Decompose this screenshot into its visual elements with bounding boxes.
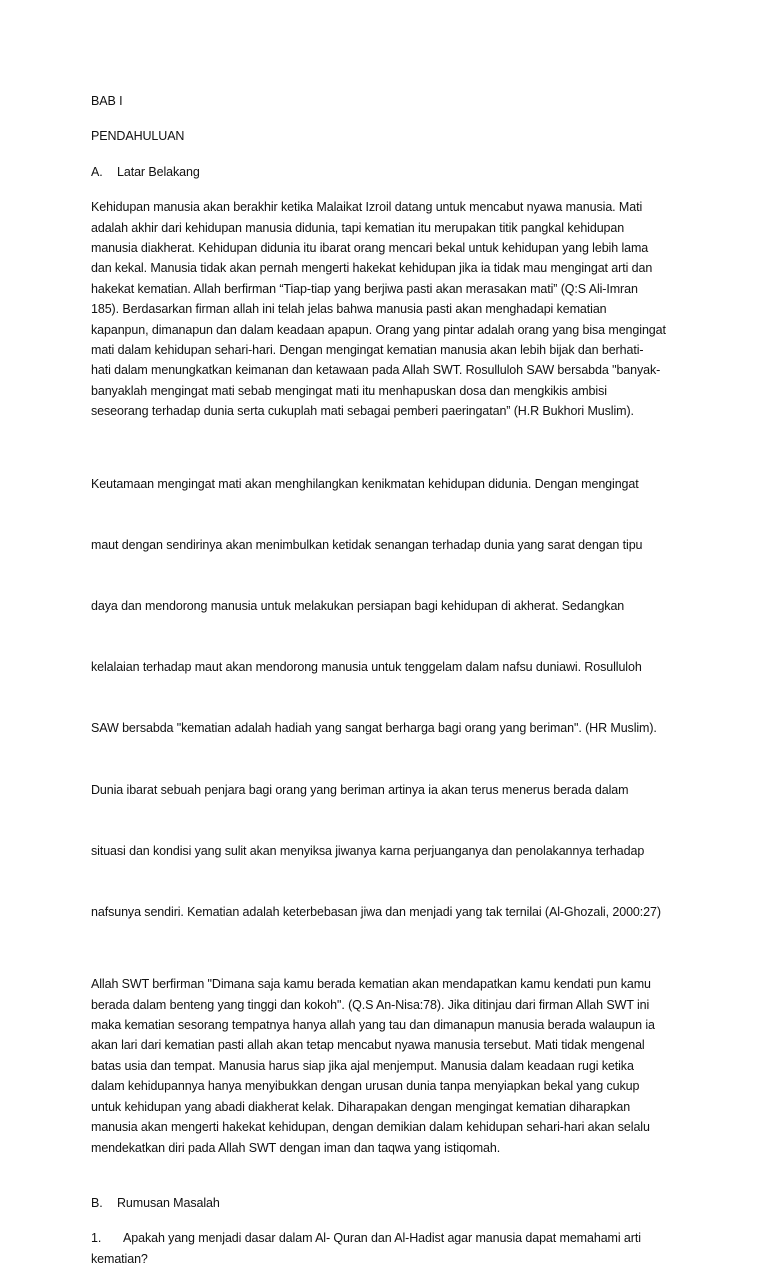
paragraph-line: adalah akhir dari kehidupan manusia didunia, tapi kematian itu merupakan titik pangkal kehidupan <box>91 220 625 235</box>
section-a-heading <box>91 162 688 182</box>
section-spacer <box>91 1169 688 1193</box>
paragraph-line: mati dalam kehidupan sehari-hari. Dengan mengingat kematian manusia akan lebih bijak dan berhati- <box>91 343 644 358</box>
paragraph-line: maka kematian sesorang tempatnya hanya allah yang tau dan dimanapun manusia berada walaupun ia <box>91 1018 655 1033</box>
paragraph-line: Dunia ibarat sebuah penjara bagi orang yang beriman artinya ia akan terus menerus berada dalam <box>91 782 629 797</box>
paragraph-line: berada dalam benteng yang tinggi dan kokoh". (Q.S An-Nisa:78). Jika ditinjau dari firman Allah SWT ini <box>91 997 650 1012</box>
paragraph-line: kapanpun, dimanapun dan dalam keadaan apapun. Orang yang pintar adalah orang yang bisa mengingat <box>91 322 666 337</box>
paragraph-2 <box>91 433 688 964</box>
question-line <box>91 1228 688 1248</box>
question-item-1 <box>91 1228 688 1269</box>
paragraph-3 <box>91 974 688 1158</box>
chapter-number: BAB I <box>91 94 123 108</box>
section-a-label: A. <box>91 164 103 179</box>
paragraph-line: dalam kehidupannya hanya menyibukkan dengan urusan dunia tanpa menyiapkan bekal yang cukup <box>91 1079 640 1094</box>
paragraph-line: dan kekal. Manusia tidak akan pernah mengerti hakekat kehidupan jika ia tidak mau mengingat arti dan <box>91 261 653 276</box>
section-b-heading <box>91 1193 688 1213</box>
paragraph-line: batas usia dan tempat. Manusia harus siap jika ajal menjemput. Manusia dalam keadaan rugi ketika <box>91 1058 634 1073</box>
paragraph-line: seseorang terhadap dunia serta cukuplah mati sebagai pemberi paeringatan” (H.R Bukhori Muslim). <box>91 404 634 419</box>
paragraph-line: kelalaian terhadap maut akan mendorong manusia untuk tenggelam dalam nafsu duniawi. Rosulluloh <box>91 660 642 675</box>
paragraph-line: maut dengan sendirinya akan menimbulkan ketidak senangan terhadap dunia yang sarat dengan tipu <box>91 537 643 552</box>
question-text: Apakah yang menjadi dasar dalam Al- Quran dan Al-Hadist agar manusia dapat memahami arti <box>123 1231 641 1246</box>
paragraph-line: SAW bersabda "kematian adalah hadiah yang sangat berharga bagi orang yang beriman". (HR Muslim). <box>91 721 657 736</box>
paragraph-line: Keutamaan mengingat mati akan menghilangkan kenikmatan kehidupan didunia. Dengan mengingat <box>91 476 639 491</box>
paragraph-1 <box>91 197 688 421</box>
section-b-label: B. <box>91 1195 103 1210</box>
section-a-title: Latar Belakang <box>117 164 200 179</box>
paragraph-line: manusia akan mengerti hakekat kehidupan, dengan demikian dalam kehidupan sehari-hari akan selalu <box>91 1120 650 1135</box>
question-line: kematian? <box>91 1251 148 1266</box>
document-body <box>91 91 688 1280</box>
paragraph-line: hakekat kematian. Allah berfirman “Tiap-tiap yang berjiwa pasti akan merasakan mati” (Q:S Ali-Imran <box>91 281 638 296</box>
paragraph-line: daya dan mendorong manusia untuk melakukan persiapan bagi kehidupan di akherat. Sedangkan <box>91 598 625 613</box>
chapter-title: PENDAHULUAN <box>91 129 185 144</box>
paragraph-line: nafsunya sendiri. Kematian adalah keterbebasan jiwa dan menjadi yang tak ternilai (Al-Ghozali, 2000:27) <box>91 905 661 920</box>
paragraph-line: 185). Berdasarkan firman allah ini telah jelas bahwa manusia pasti akan menghadapi kematian <box>91 302 607 317</box>
section-b-title: Rumusan Masalah <box>117 1195 220 1210</box>
question-number: 1. <box>91 1231 102 1246</box>
paragraph-line: akan lari dari kematian pasti allah akan tetap mencabut nyawa manusia tersebut. Mati tidak mengenal <box>91 1038 645 1053</box>
paragraph-line: Kehidupan manusia akan berakhir ketika Malaikat Izroil datang untuk mencabut nyawa manusia. Mati <box>91 200 643 215</box>
paragraph-line: Allah SWT berfirman "Dimana saja kamu berada kematian akan mendapatkan kamu kendati pun kamu <box>91 977 651 992</box>
paragraph-line: untuk kehidupan yang abadi diakherat kelak. Diharapakan dengan mengingat kematian diharapkan <box>91 1099 631 1114</box>
paragraph-line: situasi dan kondisi yang sulit akan menyiksa jiwanya karna perjuanganya dan penolakannya terhadap <box>91 843 645 858</box>
paragraph-line: manusia diakherat. Kehidupan didunia itu ibarat orang mencari bekal untuk kehidupan yang lebih lama <box>91 241 649 256</box>
paragraph-line: banyaklah mengingat mati sebab mengingat mati itu menhapuskan dosa dan mengkikis ambisi <box>91 383 607 398</box>
paragraph-line: hati dalam menungkatkan keimanan dan ketawaan pada Allah SWT. Rosulluloh SAW bersabda "banyak- <box>91 363 661 378</box>
paragraph-line: mendekatkan diri pada Allah SWT dengan iman dan taqwa yang istiqomah. <box>91 1140 501 1155</box>
